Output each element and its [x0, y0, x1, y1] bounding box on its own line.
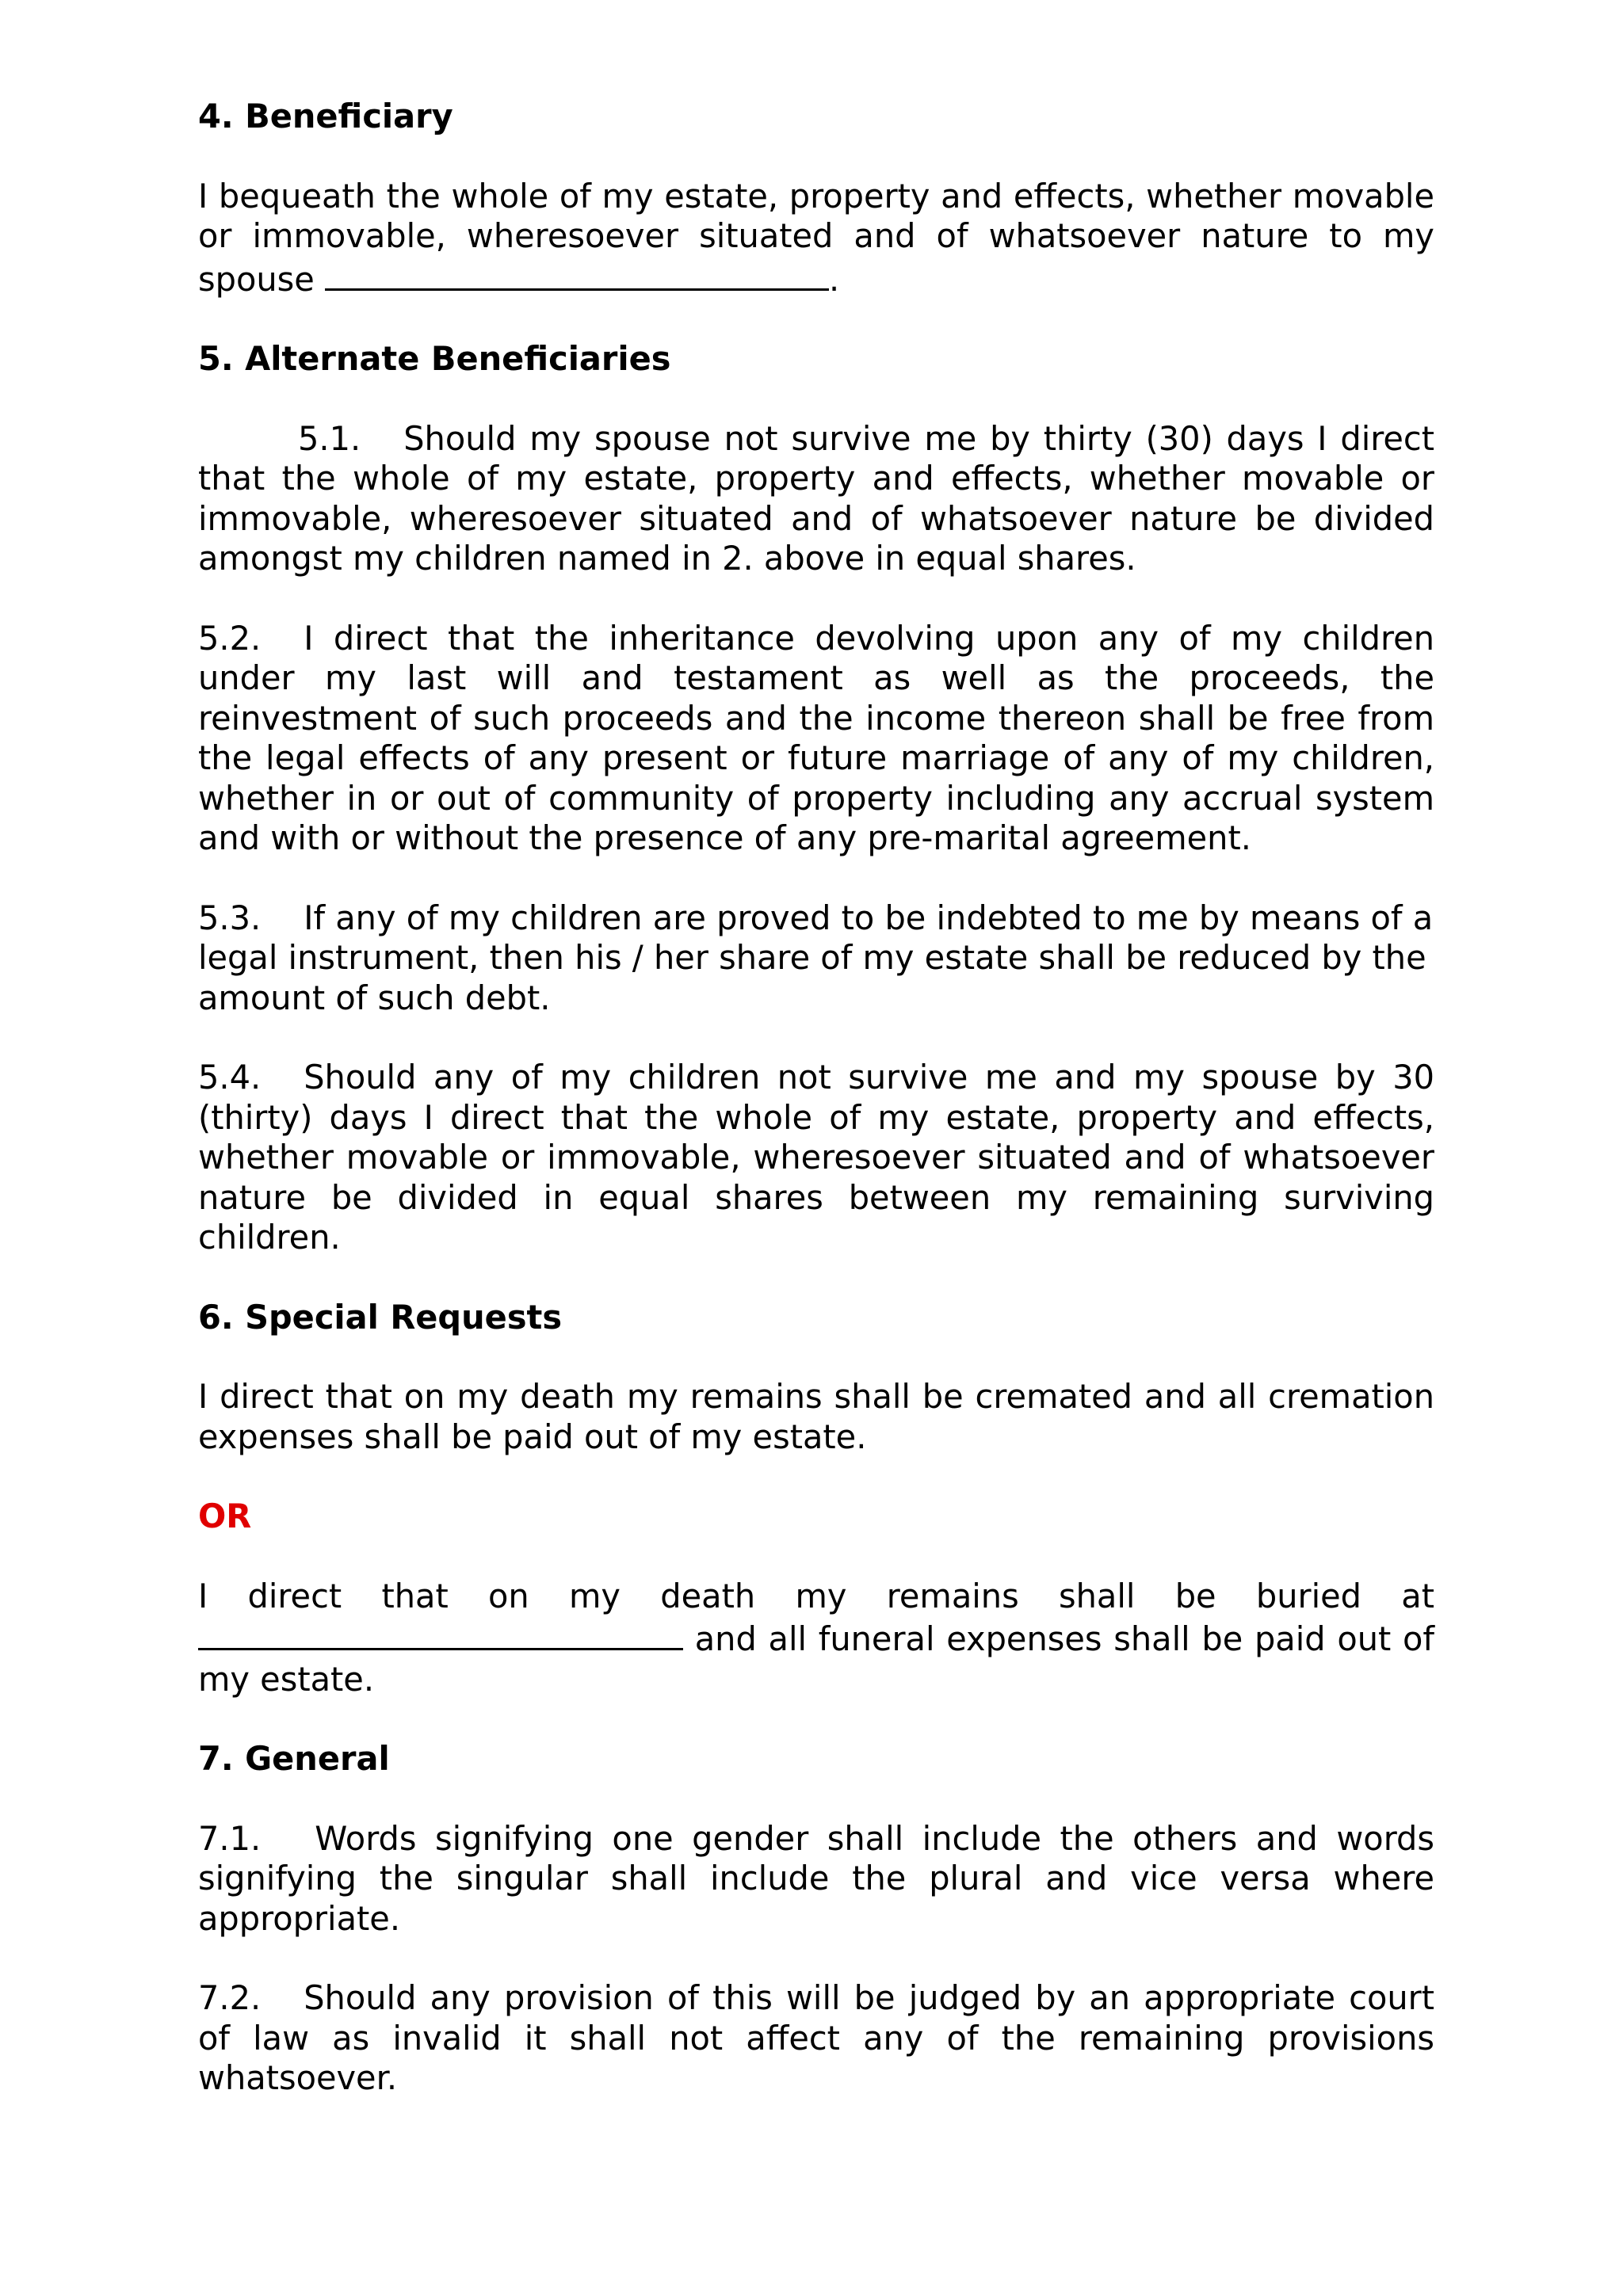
spouse-name-blank[interactable] [325, 257, 829, 291]
burial-text-start: I direct that on my death my remains shall be buried at [198, 1576, 1434, 1615]
clause-5-1 [198, 419, 1434, 579]
clause-7-1 [198, 1819, 1434, 1939]
clause-number: 5.3. [198, 898, 262, 937]
clause-5-4 [198, 1058, 1434, 1258]
beneficiary-text: I bequeath the whole of my estate, property and effects, whether movable or immovable, wheresoever situated and of whatsoever nature to my spouse [198, 176, 1434, 299]
clause-7-2 [198, 1978, 1434, 2099]
clause-text: I direct that the inheritance devolving upon any of my children under my last will and testament as well as the proceeds, the reinvestment of such proceeds and the income thereon shall be free from the legal effects of any present or future marriage of any of my children, whether in or out of community of property including any accrual system and with or without the presence of any pre-marital agreement. [198, 618, 1434, 857]
burial-paragraph [198, 1577, 1434, 1700]
or-label: OR [198, 1497, 252, 1535]
clause-text: Should any provision of this will be judged by an appropriate court of law as invalid it shall not affect any of the remaining provisions whatsoever. [198, 1978, 1434, 2097]
cremation-paragraph: I direct that on my death my remains shall be cremated and all cremation expenses shall be paid out of my estate. [198, 1377, 1434, 1456]
burial-text-end: and all funeral expenses shall be paid out of my estate. [198, 1619, 1434, 1699]
clause-number: 5.1. [298, 418, 361, 458]
clause-5-3 [198, 898, 1434, 1019]
section-heading-special-requests: 6. Special Requests [198, 1297, 563, 1337]
clause-number: 5.2. [198, 618, 262, 658]
section-heading-alternate-beneficiaries: 5. Alternate Beneficiaries [198, 339, 671, 378]
section-heading-beneficiary: 4. Beneficiary [198, 97, 453, 135]
beneficiary-paragraph [198, 177, 1434, 300]
burial-place-blank[interactable] [198, 1616, 683, 1650]
clause-5-2 [198, 619, 1434, 859]
will-document-page [198, 97, 1434, 2138]
clause-number: 5.4. [198, 1058, 262, 1097]
clause-text: Should any of my children not survive me and my spouse by 30 (thirty) days I direct that the whole of my estate, property and effects, whether movable or immovable, wheresoever situated and of whatsoever nature be divided in equal shares between my remaining surviving children. [198, 1058, 1434, 1257]
clause-number: 7.2. [198, 1978, 262, 2017]
section-heading-general: 7. General [198, 1739, 390, 1778]
clause-text: Should my spouse not survive me by thirty (30) days I direct that the whole of my estate, property and effects, whether movable or immovable, wheresoever situated and of whatsoever nature be divided amongst my children named in 2. above in equal shares. [198, 418, 1434, 578]
beneficiary-text-end: . [829, 259, 840, 299]
clause-text: Words signifying one gender shall include the others and words signifying the singular shall include the plural and vice versa where appropriate. [198, 1818, 1434, 1938]
clause-number: 7.1. [198, 1818, 262, 1858]
clause-text: If any of my children are proved to be indebted to me by means of a legal instrument, then his / her share of my estate shall be reduced by the amount of such debt. [198, 898, 1434, 1017]
